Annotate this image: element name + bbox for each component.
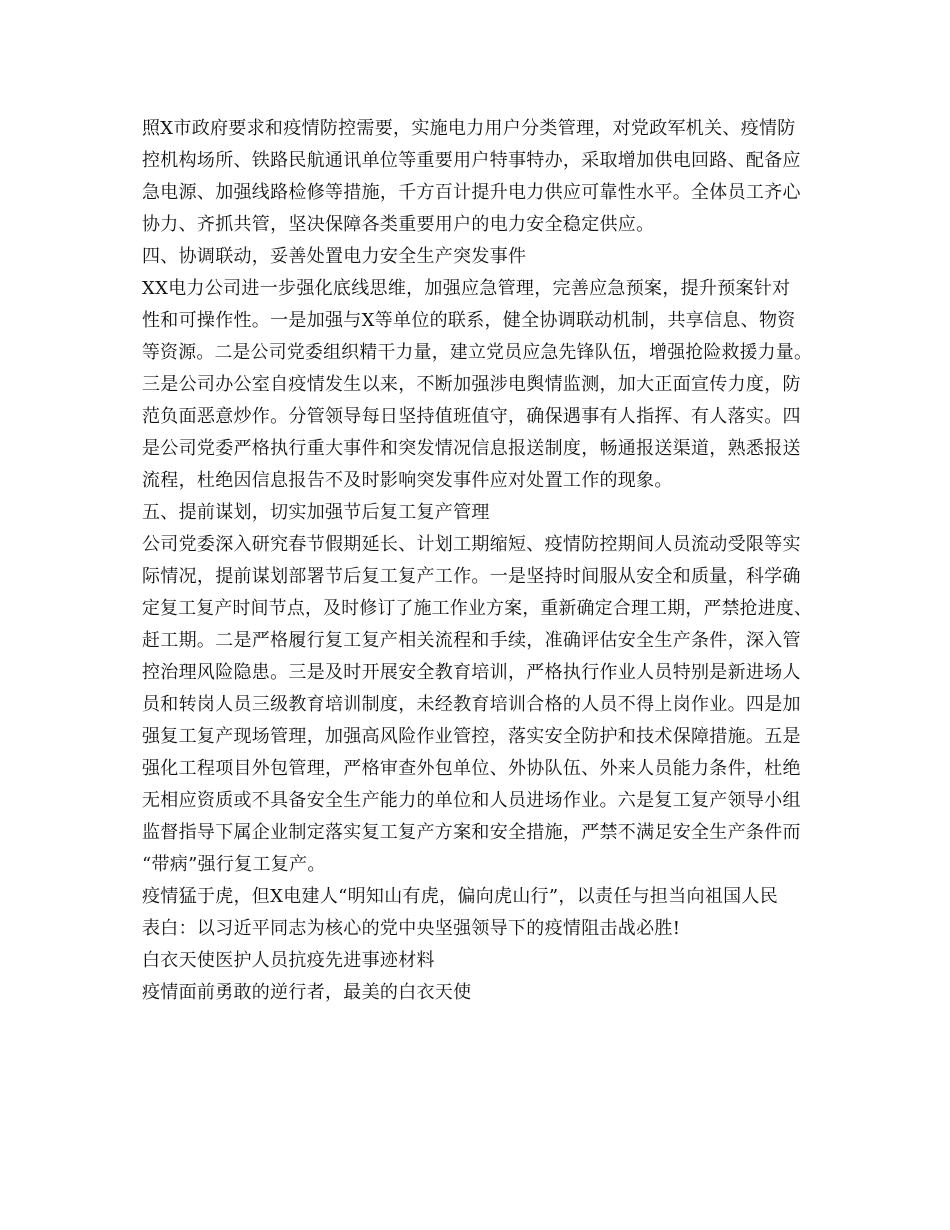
text-line: 控机构场所、铁路民航通讯单位等重要用户特事特办，采取增加供电回路、配备应 xyxy=(142,150,801,171)
text-line: 疫情猛于虎，但X电建人“明知山有虎，偏向虎山行”，以责任与担当向祖国人民 xyxy=(142,886,779,907)
text-line: 监督指导下属企业制定落实复工复产方案和安全措施，严禁不满足安全生产条件而 xyxy=(142,822,801,843)
text-line: 定复工复产时间节点，及时修订了施工作业方案，重新确定合理工期，严禁抢进度、 xyxy=(142,598,813,619)
text-line: 是公司党委严格执行重大事件和突发情况信息报送制度，畅通报送渠道，熟悉报送 xyxy=(142,438,801,459)
text-line: 流程，杜绝因信息报告不及时影响突发事件应对处置工作的现象。 xyxy=(142,470,673,491)
text-line: 强化工程项目外包管理，严格审查外包单位、外协队伍、外来人员能力条件，杜绝 xyxy=(142,758,801,779)
text-line: 赶工期。二是严格履行复工复产相关流程和手续，准确评估安全生产条件，深入管 xyxy=(142,630,801,651)
text-line: XX电力公司进一步强化底线思维，加强应急管理，完善应急预案，提升预案针对 xyxy=(142,278,791,299)
document-title: 白衣天使医护人员抗疫先进事迹材料 xyxy=(142,950,435,971)
text-line: 照X市政府要求和疫情防控需要，实施电力用户分类管理，对党政军机关、疫情防 xyxy=(142,118,796,139)
text-line: 员和转岗人员三级教育培训制度，未经教育培训合格的人员不得上岗作业。四是加 xyxy=(142,694,801,715)
text-line: 控治理风险隐患。三是及时开展安全教育培训，严格执行作业人员特别是新进场人 xyxy=(142,662,801,683)
document-subtitle: 疫情面前勇敢的逆行者，最美的白衣天使 xyxy=(142,982,472,1003)
text-line: 范负面恶意炒作。分管领导每日坚持值班值守，确保遇事有人指挥、有人落实。四 xyxy=(142,406,801,427)
text-line: 表白：以习近平同志为核心的党中央坚强领导下的疫情阻击战必胜! xyxy=(142,918,681,939)
text-line: 急电源、加强线路检修等措施，千方百计提升电力供应可靠性水平。全体员工齐心 xyxy=(142,182,801,203)
text-line: 无相应资质或不具备安全生产能力的单位和人员进场作业。六是复工复产领导小组 xyxy=(142,790,801,811)
section-heading: 五、提前谋划，切实加强节后复工复产管理 xyxy=(142,502,490,523)
text-line: 公司党委深入研究春节假期延长、计划工期缩短、疫情防控期间人员流动受限等实 xyxy=(142,534,801,555)
section-heading: 四、协调联动，妥善处置电力安全生产突发事件 xyxy=(142,246,527,267)
text-line: 三是公司办公室自疫情发生以来，不断加强涉电舆情监测，加大正面宣传力度，防 xyxy=(142,374,801,395)
text-line: “带病”强行复工复产。 xyxy=(142,854,326,875)
text-line: 等资源。二是公司党委组织精干力量，建立党员应急先锋队伍，增强抢险救援力量。 xyxy=(142,342,813,363)
text-line: 际情况，提前谋划部署节后复工复产工作。一是坚持时间服从安全和质量，科学确 xyxy=(142,566,801,587)
text-line: 协力、齐抓共管，坚决保障各类重要用户的电力安全稳定供应。 xyxy=(142,214,655,235)
text-line: 性和可操作性。一是加强与X等单位的联系，健全协调联动机制，共享信息、物资 xyxy=(142,310,796,331)
text-line: 强复工复产现场管理，加强高风险作业管控，落实安全防护和技术保障措施。五是 xyxy=(142,726,801,747)
